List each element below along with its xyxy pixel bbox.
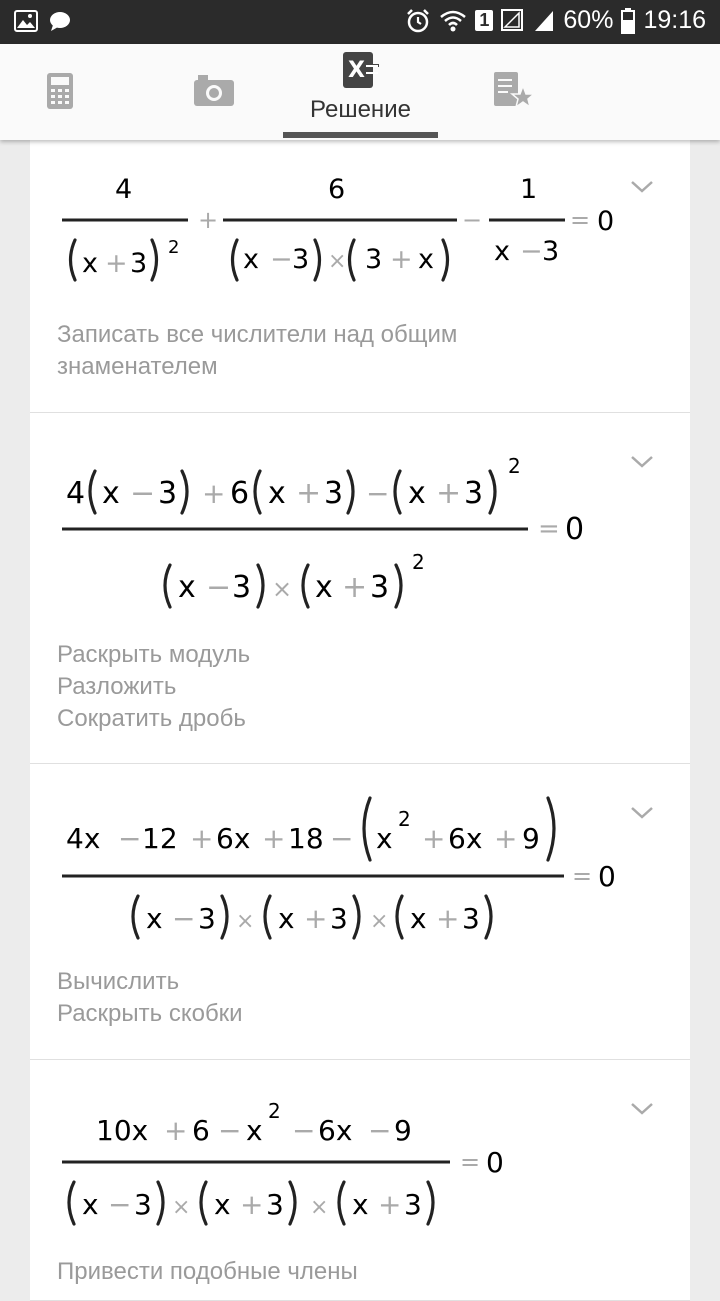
svg-text:0: 0 <box>565 512 585 547</box>
svg-text:+: + <box>436 476 462 511</box>
svg-text:1: 1 <box>520 174 538 205</box>
svg-text:=: = <box>572 862 593 890</box>
svg-text:−: − <box>520 236 543 267</box>
svg-text:x: x <box>243 244 259 275</box>
svg-text:6: 6 <box>192 1114 210 1147</box>
svg-text:2: 2 <box>412 550 425 574</box>
svg-text:=: = <box>570 206 591 234</box>
svg-text:0: 0 <box>598 860 616 893</box>
svg-text:x: x <box>315 570 333 605</box>
svg-text:3: 3 <box>370 570 390 605</box>
step-2-hint-line-3: Сократить дробь <box>57 705 246 732</box>
tab-camera[interactable] <box>150 44 280 140</box>
tab-solution-label: Решение <box>310 96 411 123</box>
svg-text:4: 4 <box>115 174 133 205</box>
svg-text:6x: 6x <box>318 1114 353 1147</box>
step-2-hint-line-2: Разложить <box>57 673 177 700</box>
tab-calculator[interactable] <box>0 44 120 140</box>
svg-text:x: x <box>146 902 163 935</box>
svg-text:x: x <box>410 902 427 935</box>
svg-text:−: − <box>206 570 232 605</box>
battery-percent: 60% <box>563 6 614 34</box>
solution-step-1[interactable] <box>30 140 690 413</box>
svg-text:−: − <box>108 1188 132 1221</box>
svg-text:0: 0 <box>597 206 615 237</box>
svg-text:+: + <box>378 1188 402 1221</box>
svg-text:6: 6 <box>230 476 250 511</box>
step-1-hint-line-1: Записать все числители над общим <box>57 321 458 348</box>
svg-text:0: 0 <box>486 1146 504 1179</box>
step-3-expression <box>30 764 630 954</box>
svg-text:x: x <box>102 476 120 511</box>
svg-text:+: + <box>422 822 446 855</box>
svg-text:3: 3 <box>330 902 348 935</box>
svg-text:+: + <box>262 822 286 855</box>
svg-text:−: − <box>130 476 156 511</box>
solution-icon <box>343 52 379 88</box>
svg-text:+: + <box>198 206 219 234</box>
gallery-notification-icon <box>14 10 38 32</box>
svg-text:12: 12 <box>142 822 178 855</box>
svg-text:−: − <box>292 1114 316 1147</box>
svg-text:x: x <box>268 476 286 511</box>
active-tab-indicator <box>283 132 438 138</box>
svg-text:+: + <box>342 570 368 605</box>
svg-text:10x: 10x <box>96 1114 149 1147</box>
svg-text:9: 9 <box>522 822 540 855</box>
svg-text:+: + <box>240 1188 264 1221</box>
svg-text:−: − <box>172 902 196 935</box>
message-notification-icon <box>48 10 72 32</box>
svg-text:+: + <box>304 902 328 935</box>
signal-empty-icon <box>501 9 525 33</box>
tab-saved[interactable] <box>460 44 570 140</box>
svg-text:9: 9 <box>394 1114 412 1147</box>
step-4-hint-line-1: Привести подобные члены <box>57 1258 358 1285</box>
svg-text:×: × <box>328 249 347 274</box>
svg-text:3: 3 <box>292 244 310 275</box>
svg-text:3: 3 <box>324 476 344 511</box>
step-1-expression <box>30 140 630 300</box>
svg-text:×: × <box>272 575 293 603</box>
svg-text:6x: 6x <box>448 822 483 855</box>
step-4-hint <box>57 1256 358 1288</box>
camera-icon <box>194 74 234 106</box>
svg-text:x: x <box>278 902 295 935</box>
step-3-hint-line-1: Вычислить <box>57 968 180 995</box>
svg-text:x: x <box>214 1188 231 1221</box>
svg-text:4x: 4x <box>66 822 101 855</box>
step-3-hint <box>57 966 243 1030</box>
svg-text:2: 2 <box>508 454 521 478</box>
svg-text:x: x <box>494 236 510 267</box>
svg-text:6x: 6x <box>216 822 251 855</box>
svg-text:x: x <box>418 244 434 275</box>
svg-text:=: = <box>460 1148 481 1176</box>
step-3-chevron-down-icon[interactable] <box>630 806 654 820</box>
signal-icon <box>533 9 555 33</box>
svg-text:×: × <box>236 909 255 934</box>
svg-text:−: − <box>118 822 142 855</box>
svg-text:x: x <box>246 1114 263 1147</box>
step-2-chevron-down-icon[interactable] <box>630 455 654 469</box>
svg-text:2: 2 <box>268 1099 281 1123</box>
svg-text:3: 3 <box>365 244 383 275</box>
saved-icon <box>492 70 534 110</box>
svg-text:−: − <box>462 206 483 234</box>
svg-text:2: 2 <box>398 807 411 831</box>
svg-text:+: + <box>436 902 460 935</box>
svg-text:2: 2 <box>168 237 180 258</box>
step-1-hint <box>57 319 457 383</box>
svg-text:3: 3 <box>404 1188 422 1221</box>
svg-text:x: x <box>376 822 393 855</box>
step-4-chevron-down-icon[interactable] <box>630 1102 654 1116</box>
svg-text:x: x <box>352 1188 369 1221</box>
svg-text:3: 3 <box>464 476 484 511</box>
svg-text:3: 3 <box>462 902 480 935</box>
sim-badge: 1 <box>475 10 493 31</box>
status-bar <box>0 0 720 44</box>
alarm-icon <box>405 8 431 34</box>
solution-step-2[interactable] <box>30 413 690 764</box>
svg-text:3: 3 <box>134 1188 152 1221</box>
svg-text:+: + <box>390 244 413 275</box>
svg-text:3: 3 <box>130 248 148 279</box>
svg-text:4: 4 <box>66 476 86 511</box>
step-1-hint-line-2: знаменателем <box>57 353 218 380</box>
svg-text:−: − <box>218 1114 242 1147</box>
step-1-chevron-down-icon[interactable] <box>630 180 654 194</box>
svg-text:×: × <box>370 909 389 934</box>
svg-text:x: x <box>408 476 426 511</box>
solution-step-3[interactable] <box>30 764 690 1060</box>
step-2-hint-line-1: Раскрыть модуль <box>57 641 251 668</box>
battery-icon <box>621 8 635 34</box>
svg-text:6: 6 <box>328 174 346 205</box>
svg-text:3: 3 <box>266 1188 284 1221</box>
solution-step-4[interactable] <box>30 1060 690 1301</box>
svg-text:x: x <box>82 1188 99 1221</box>
step-4-expression <box>30 1060 630 1240</box>
svg-text:3: 3 <box>232 570 252 605</box>
svg-text:+: + <box>202 477 226 510</box>
svg-text:−: − <box>368 1114 392 1147</box>
svg-text:+: + <box>105 248 128 279</box>
svg-text:×: × <box>172 1195 191 1220</box>
svg-text:=: = <box>538 514 560 544</box>
svg-text:x: x <box>178 570 196 605</box>
svg-text:−: − <box>366 477 390 510</box>
step-3-hint-line-2: Раскрыть скобки <box>57 1000 243 1027</box>
svg-text:X: X <box>348 58 365 83</box>
svg-text:3: 3 <box>542 236 560 267</box>
svg-text:−: − <box>330 822 354 855</box>
svg-text:18: 18 <box>288 822 324 855</box>
svg-text:+: + <box>494 822 518 855</box>
svg-text:3: 3 <box>158 476 178 511</box>
svg-text:x: x <box>82 248 98 279</box>
svg-text:+: + <box>164 1114 188 1147</box>
step-2-expression <box>30 413 630 613</box>
clock: 19:16 <box>643 6 706 34</box>
svg-text:−: − <box>270 244 293 275</box>
tab-bar <box>0 44 720 140</box>
svg-text:3: 3 <box>198 902 216 935</box>
tab-solution[interactable] <box>283 44 438 140</box>
calculator-icon <box>46 72 74 110</box>
svg-text:×: × <box>310 1195 329 1220</box>
svg-text:+: + <box>296 476 322 511</box>
wifi-icon <box>439 9 467 33</box>
svg-text:+: + <box>190 822 214 855</box>
step-2-hint <box>57 639 250 735</box>
